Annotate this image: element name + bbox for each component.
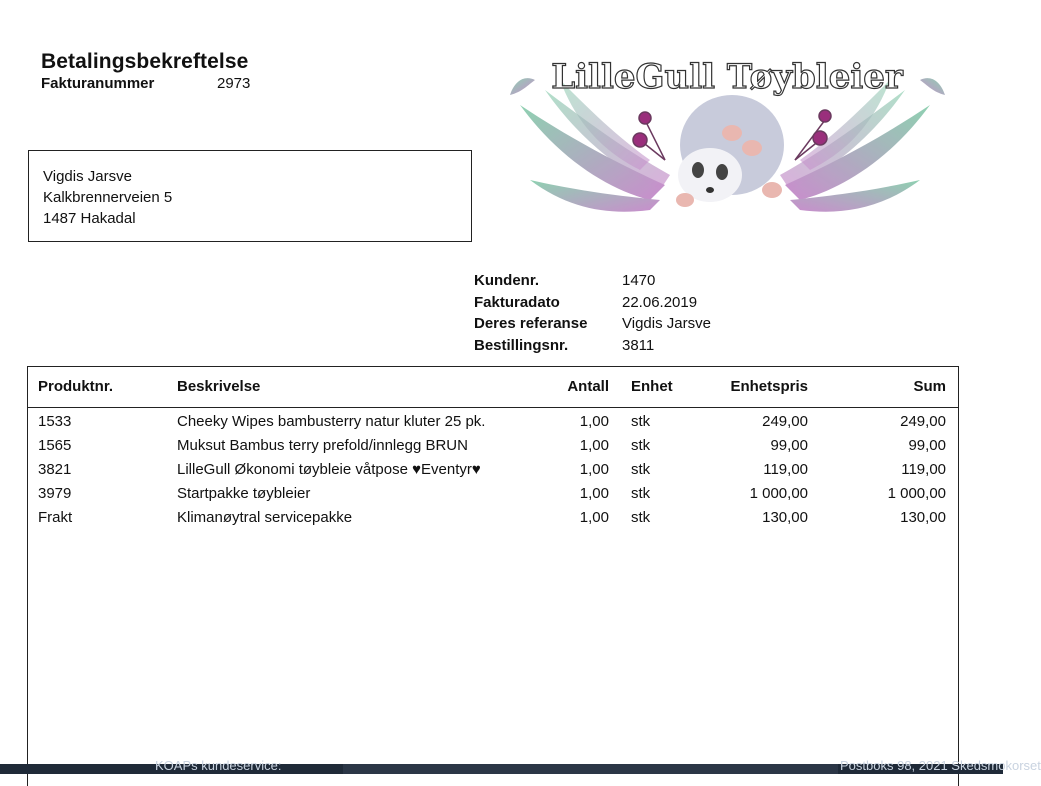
cell-unit-price: 249,00 [762,413,808,430]
column-header-description: Beskrivelse [177,378,261,395]
cell-unit: stk [631,413,651,430]
cell-unit-price: 99,00 [770,437,808,454]
table-header [28,367,958,408]
footer-divider [343,764,838,774]
column-header-unit-price: Enhetspris [730,378,808,395]
column-header-sum: Sum [913,378,946,395]
panda-icon [676,95,784,207]
table-row [28,485,958,509]
cell-description: Cheeky Wipes bambusterry natur kluter 25 pk. [177,413,486,430]
invoice-number-value: 2973 [217,75,251,92]
cell-unit: stk [631,509,651,526]
footer-left-text: KOAPs kundeservice: [155,758,282,773]
column-header-unit: Enhet [631,378,673,395]
cell-description: Klimanøytral servicepakke [177,509,353,526]
cell-description: Startpakke tøybleier [177,485,311,502]
cell-product-number: 3979 [38,485,72,502]
table-row [28,461,958,485]
cell-product-number: Frakt [38,509,73,526]
order-lines-table [27,366,959,786]
meta-label: Bestillingsnr. [474,336,569,354]
column-header-quantity: Antall [567,378,609,395]
customer-address-box [28,150,472,242]
cell-unit: stk [631,461,651,478]
cell-description: Muksut Bambus terry prefold/innlegg BRUN [177,437,468,454]
cell-quantity: 1,00 [579,437,609,454]
cell-product-number: 3821 [38,461,72,478]
customer-city: 1487 Hakadal [43,210,136,227]
customer-name: Vigdis Jarsve [43,168,132,185]
cell-sum: 1 000,00 [887,485,946,502]
cell-product-number: 1565 [38,437,72,454]
table-row [28,509,958,533]
cell-quantity: 1,00 [579,509,609,526]
meta-value: 22.06.2019 [622,293,698,311]
cell-unit: stk [631,437,651,454]
cell-unit-price: 130,00 [762,509,808,526]
footer-right-text: Postboks 98, 2021 Skedsmokorset [840,758,1041,773]
table-row [28,413,958,437]
cell-unit-price: 119,00 [763,461,808,478]
cell-quantity: 1,00 [579,461,609,478]
cell-unit-price: 1 000,00 [749,485,808,502]
table-row [28,437,958,461]
document-title: Betalingsbekreftelse [41,50,249,73]
cell-sum: 130,00 [900,509,946,526]
invoice-number-line [41,75,251,92]
cell-sum: 119,00 [901,461,946,478]
company-logo [500,50,955,230]
meta-label: Kundenr. [474,272,540,289]
cell-sum: 249,00 [900,413,946,430]
column-header-product-number: Produktnr. [38,378,114,395]
cell-unit: stk [631,485,651,502]
leaf-wreath-right [780,78,945,212]
meta-value: 3811 [622,336,655,354]
cell-quantity: 1,00 [579,485,609,502]
invoice-number-label: Fakturanummer [41,75,155,92]
meta-value: 1470 [622,272,656,289]
cell-description: LilleGull Økonomi tøybleie våtpose ♥Eventyr♥ [177,461,481,478]
cell-sum: 99,00 [908,437,946,454]
bottom-footer-bar [0,758,1041,774]
logo-text: LilleGull Tøybleier [551,57,903,97]
customer-street: Kalkbrennerveien 5 [43,189,173,206]
meta-value: Vigdis Jarsve [622,315,711,332]
cell-product-number: 1533 [38,413,72,430]
meta-label: Fakturadato [474,293,560,311]
cell-quantity: 1,00 [579,413,609,430]
meta-label: Deres referanse [474,315,588,332]
